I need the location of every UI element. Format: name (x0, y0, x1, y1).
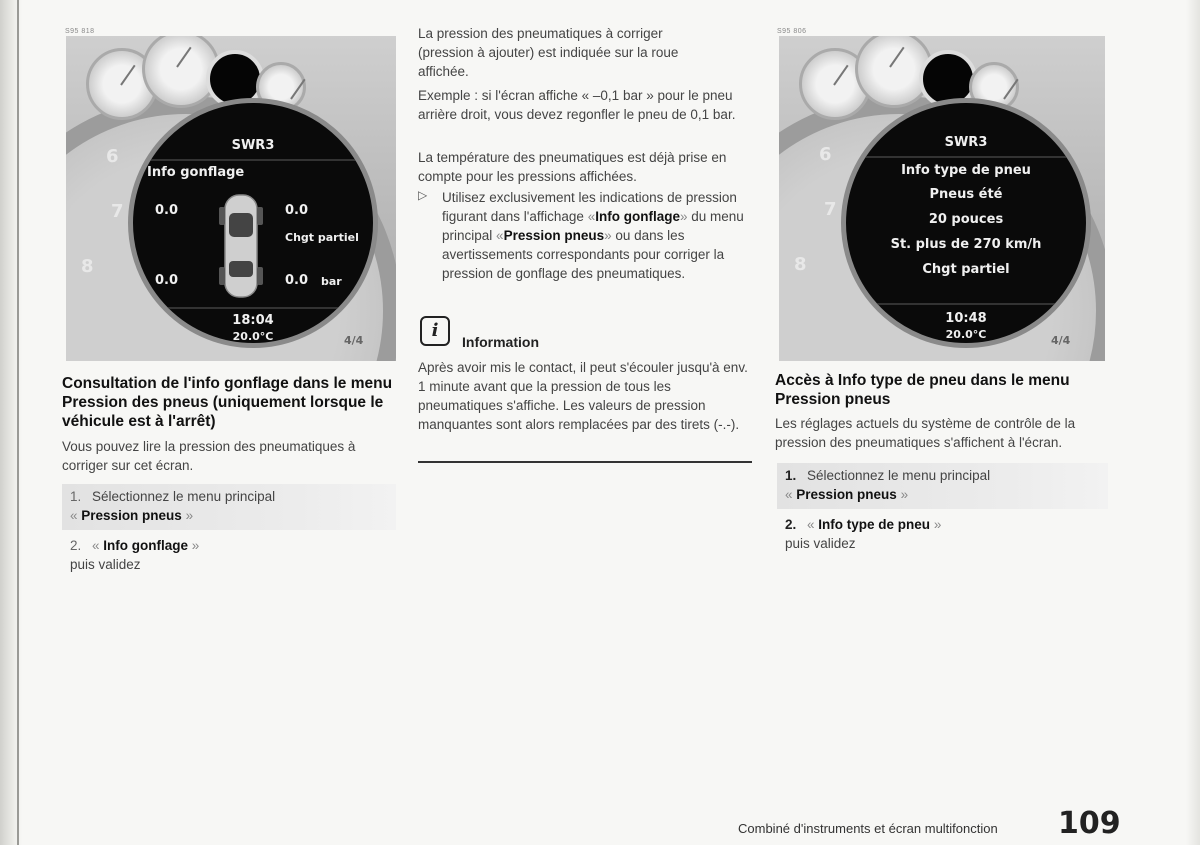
quote-open: « (807, 517, 815, 532)
screen-divider (846, 303, 1086, 305)
step-1 (70, 487, 388, 506)
gauge-number: 6 (106, 146, 119, 167)
screen-time: 10:48 (945, 311, 987, 326)
quote-close: » (900, 487, 909, 502)
screen-temperature: 20.0°C (945, 328, 987, 341)
step-2 (785, 515, 1105, 534)
multifunction-screen (128, 98, 378, 348)
screen-line: Chgt partiel (922, 262, 1010, 277)
instrument-cluster-image (66, 36, 396, 361)
car-top-view-icon (219, 191, 263, 301)
menu-name: Pression pneus (81, 508, 182, 523)
bullet-text (418, 188, 758, 283)
step-box-highlight (62, 484, 396, 530)
screen-divider (133, 159, 373, 161)
quote-close: » (191, 538, 200, 553)
section-heading: Consultation de l'info gonflage dans le menu Pression des pneus (uniquement lorsque le véhicule est à l'arrêt) (62, 375, 393, 430)
gauge-number: 7 (111, 201, 124, 222)
quote-open: « (785, 487, 793, 502)
page-edge (1186, 0, 1200, 845)
step-text: Sélectionnez le menu principal (92, 489, 276, 504)
gauge-number: 8 (81, 256, 94, 277)
figure-code: S95 818 (65, 28, 95, 35)
pressure-unit: bar (321, 275, 342, 288)
quote-close: » (604, 228, 612, 243)
multifunction-screen (841, 98, 1091, 348)
binding-edge (0, 0, 22, 845)
gauge-number: 4/4 (344, 334, 364, 347)
quote-close: » (679, 209, 688, 224)
screen-line: St. plus de 270 km/h (890, 237, 1042, 252)
section-heading: Accès à Info type de pneu dans le menu Pression pneus (775, 372, 1070, 408)
menu-name: Info gonflage (103, 538, 189, 553)
step-2-action: puis validez (70, 557, 141, 572)
screen-side-note: Chgt partiel (285, 231, 359, 244)
screen-temperature: 20.0°C (232, 330, 274, 343)
quote-open: « (496, 228, 504, 243)
tire-front-left: 0.0 (155, 203, 179, 218)
gauge-number: 4/4 (1051, 334, 1071, 347)
section-body: Vous pouvez lire la pression des pneumatiques à corriger sur cet écran. (62, 439, 356, 473)
menu-name: Pression pneus (796, 487, 897, 502)
screen-station: SWR3 (944, 135, 988, 150)
step-number: 2. (70, 538, 82, 553)
step-2 (70, 536, 390, 555)
bullet-text-part: Utilisez exclusivement les indications de pression figurant dans l'affichage (442, 190, 737, 224)
tire-front-right: 0.0 (285, 203, 309, 218)
section-rule (418, 461, 752, 463)
menu-name: Pression pneus (503, 228, 605, 243)
screen-line: Pneus été (929, 187, 1003, 202)
step-number: 1. (785, 468, 797, 483)
page-number: 109 (1058, 806, 1121, 841)
screen-station: SWR3 (231, 138, 275, 153)
tire-rear-left: 0.0 (155, 273, 179, 288)
gauge-number: 6 (819, 144, 832, 165)
step-2-block (70, 536, 390, 574)
screen-line: 20 pouces (928, 212, 1004, 227)
screen-line: Info type de pneu (901, 163, 1031, 178)
screen-divider (133, 307, 373, 309)
paragraph-1: La pression des pneumatiques à corriger (pression à ajouter) est indiquée sur la roue affichée. (418, 26, 679, 79)
gauge-number: 7 (824, 199, 837, 220)
bullet-arrow-icon: ▷ (418, 188, 428, 202)
step-2-block (785, 515, 1105, 553)
screen-divider (846, 156, 1086, 158)
step-number: 1. (70, 489, 82, 504)
footer-section-title: Combiné d'instruments et écran multifonction (738, 821, 998, 836)
quote-open: « (70, 508, 78, 523)
section-body: Les réglages actuels du système de contrôle de la pression des pneumatiques s'affichent à l'écran. (775, 416, 1076, 450)
step-text: Sélectionnez le menu principal (807, 468, 991, 483)
step-number: 2. (785, 517, 797, 532)
figure-code: S95 806 (777, 28, 807, 35)
quote-close: » (185, 508, 194, 523)
step-2-action: puis validez (785, 536, 856, 551)
tire-rear-right: 0.0 (285, 273, 309, 288)
information-text: Après avoir mis le contact, il peut s'écouler jusqu'à env. 1 minute avant que la pression de tous les pneumatiques s'affiche. Les valeurs de pression manquantes sont alors remplacées par des tirets (-.-). (418, 360, 748, 432)
bullet-text-part: ou dans les avertissements correspondants pour corriger la pression de gonflage des pneumatiques. (442, 228, 725, 281)
screen-title: Info gonflage (147, 165, 245, 180)
step-box-highlight (777, 463, 1108, 509)
paragraph-2: Exemple : si l'écran affiche « –0,1 bar » pour le pneu arrière droit, vous devez regonfler le pneu de 0,1 bar. (418, 88, 736, 122)
instrument-cluster-image (779, 36, 1105, 361)
gauge-number: 8 (794, 254, 807, 275)
menu-name: Info gonflage (595, 209, 680, 224)
menu-name: Info type de pneu (818, 517, 931, 532)
quote-open: « (587, 209, 596, 224)
information-label: Information (462, 334, 539, 350)
step-1-menu (70, 506, 388, 525)
screen-time: 18:04 (232, 313, 274, 328)
paragraph-3: La température des pneumatiques est déjà prise en compte pour les pressions affichées. (418, 150, 727, 184)
quote-open: « (92, 538, 100, 553)
step-1 (785, 466, 1100, 485)
step-1-menu (785, 485, 1100, 504)
bullet-instruction (418, 188, 758, 283)
quote-close: » (933, 517, 942, 532)
information-icon: i (420, 316, 450, 346)
bullet-text-part: du menu principal (442, 209, 744, 243)
